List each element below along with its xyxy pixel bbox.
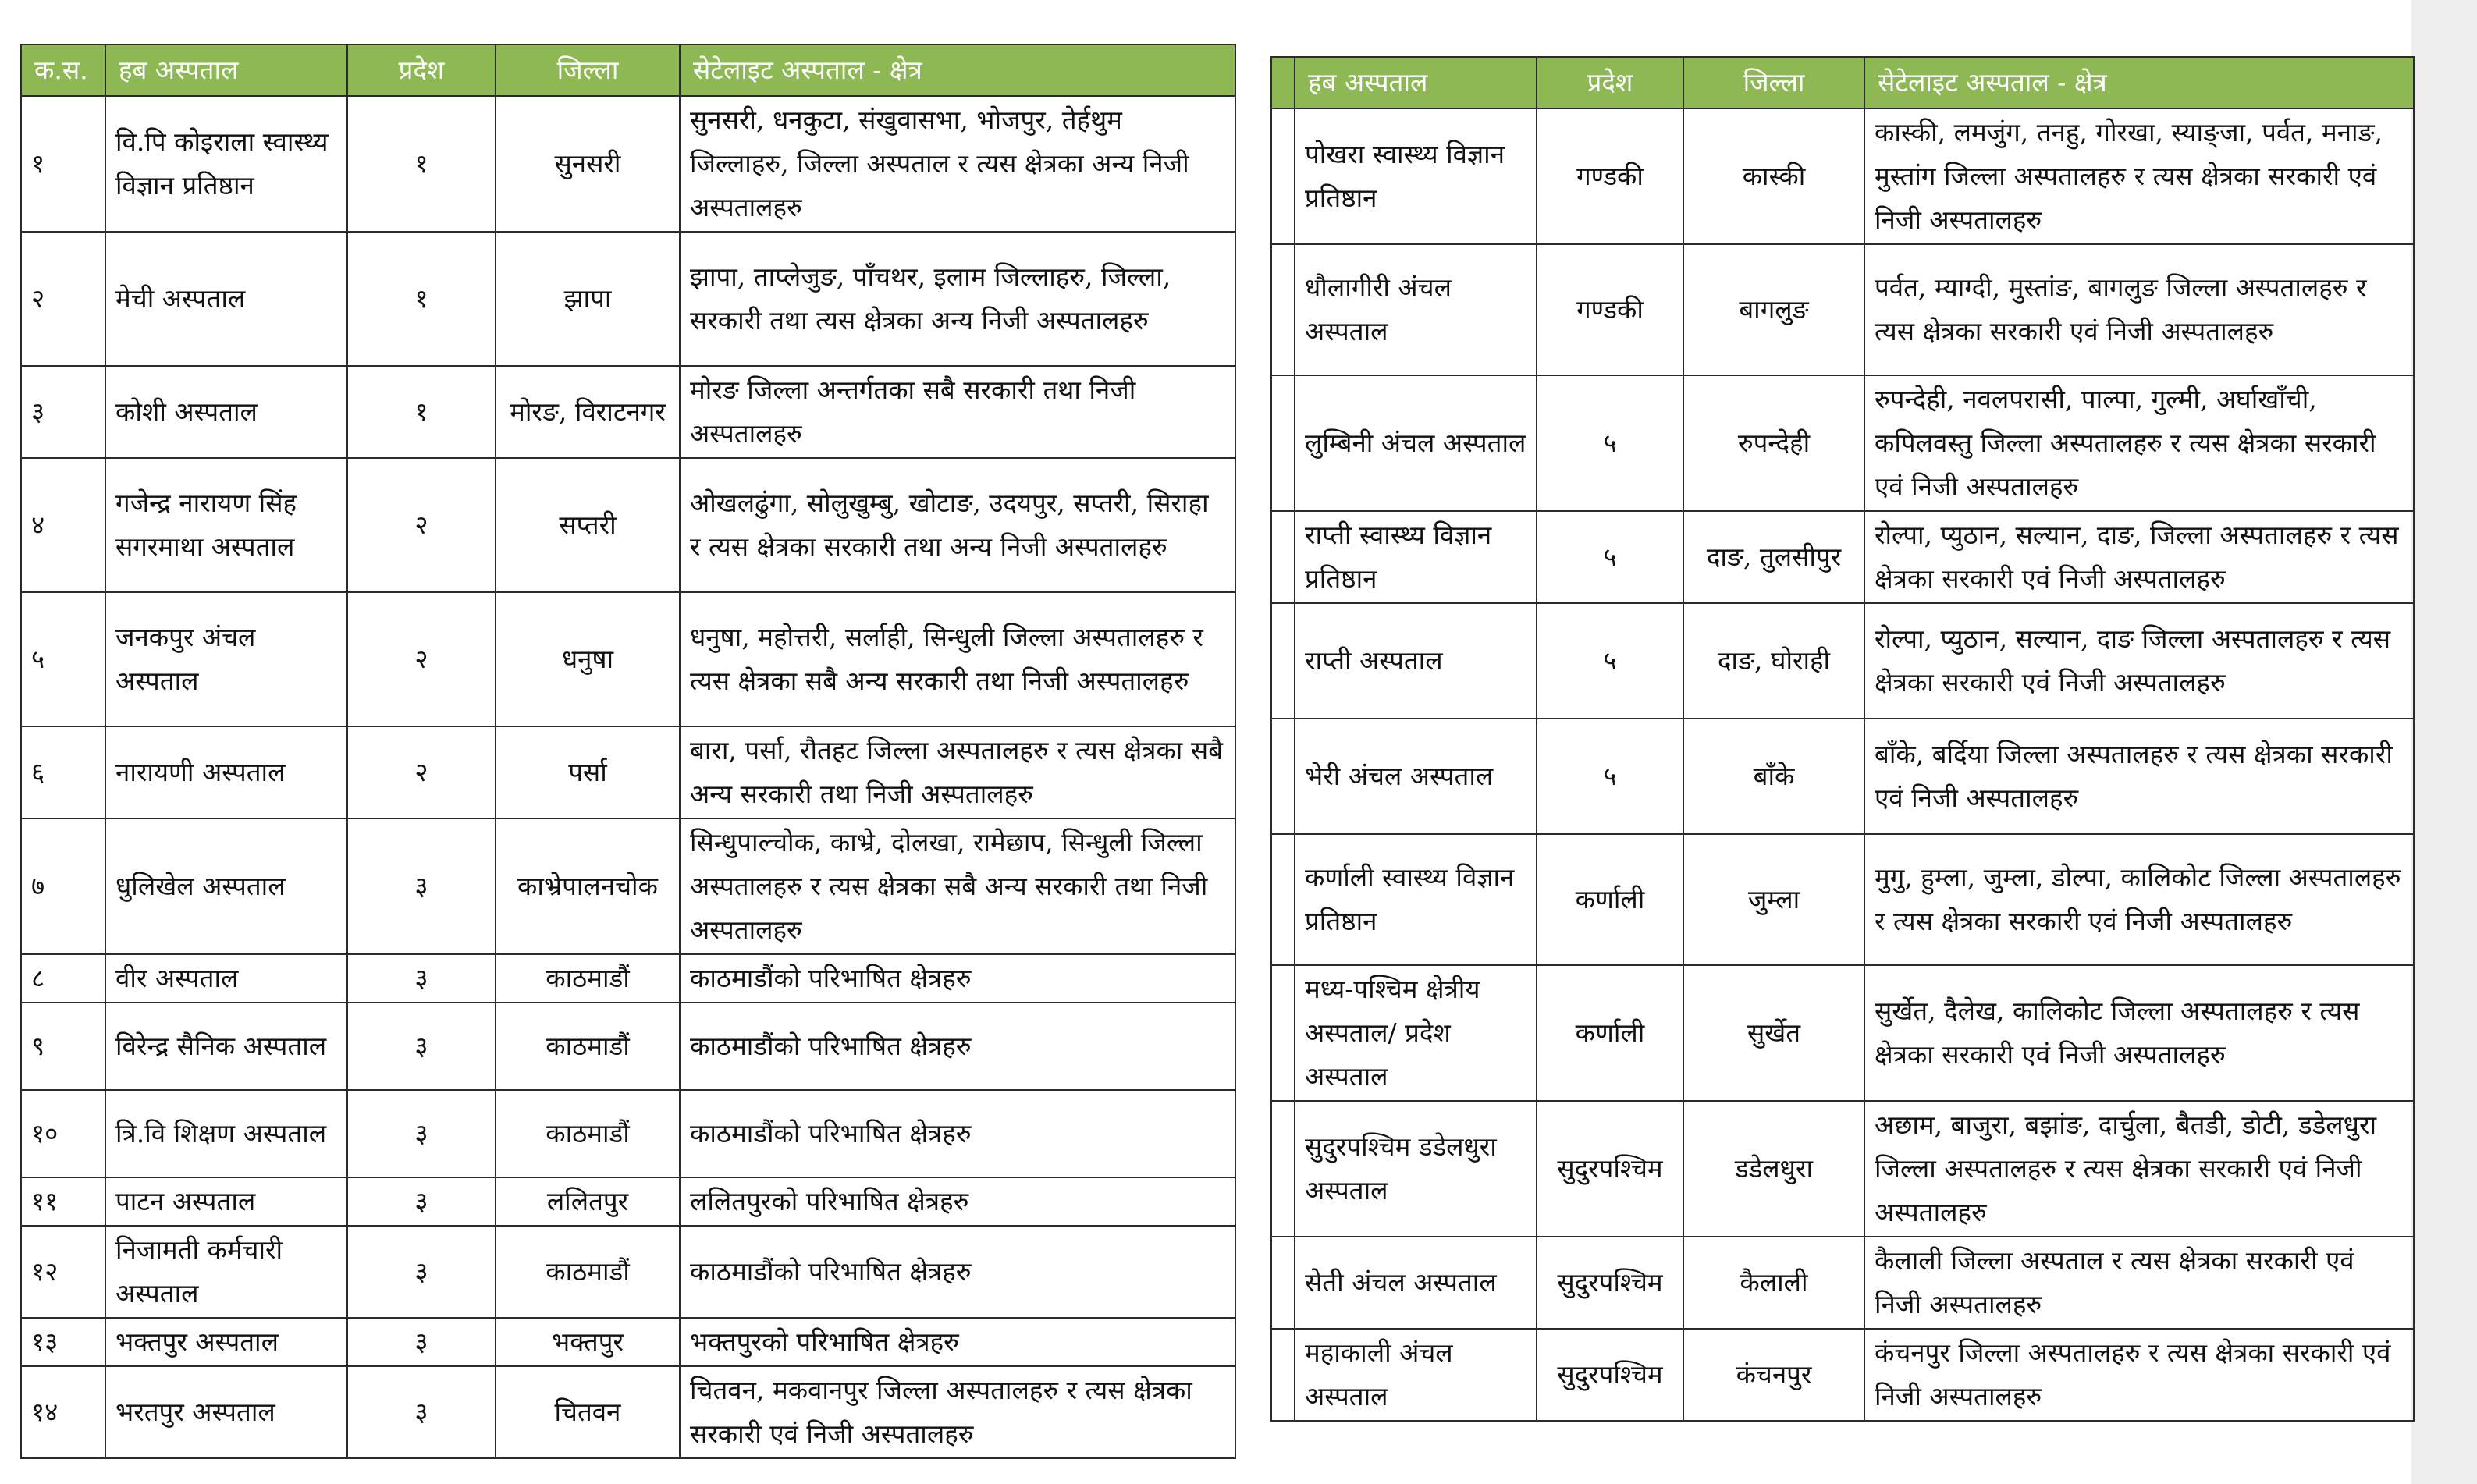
- province-cell: ३: [347, 1366, 496, 1458]
- page-edge-strip: [2411, 0, 2477, 1484]
- table-row: [1271, 511, 2414, 603]
- district-cell: कास्की: [1683, 108, 1864, 244]
- district-cell: काठमाडौं: [496, 954, 680, 1003]
- serial-cell: [1271, 244, 1295, 375]
- satellite-area-cell: रुपन्देही, नवलपरासी, पाल्पा, गुल्मी, अर्घाखाँची, कपिलवस्तु जिल्ला अस्पतालहरु र त्यस क्षेत्रका सरकारी एवं निजी अस्पतालहरु: [1864, 375, 2414, 511]
- hub-hospital-cell: कर्णाली स्वास्थ्य विज्ञान प्रतिष्ठान: [1295, 834, 1537, 965]
- table-row: [1271, 244, 2414, 375]
- hub-hospital-cell: महाकाली अंचल अस्पताल: [1295, 1329, 1537, 1421]
- table-row: [21, 1003, 1235, 1090]
- table-row: [1271, 108, 2414, 244]
- satellite-area-cell: काठमाडौंको परिभाषित क्षेत्रहरु: [680, 1003, 1235, 1090]
- district-cell: पर्सा: [496, 726, 680, 818]
- satellite-area-cell: मुगु, हुम्ला, जुम्ला, डोल्पा, कालिकोट जिल्ला अस्पतालहरु र त्यस क्षेत्रका सरकारी एवं निजी अस्पतालहरु: [1864, 834, 2414, 965]
- header-province: प्रदेश: [347, 44, 496, 96]
- serial-cell: ११: [21, 1177, 105, 1226]
- district-cell: रुपन्देही: [1683, 375, 1864, 511]
- table-row: [21, 96, 1235, 232]
- hub-hospital-cell: कोशी अस्पताल: [105, 366, 347, 458]
- header-serial: क.स.: [21, 44, 105, 96]
- hub-hospital-cell: जनकपुर अंचल अस्पताल: [105, 592, 347, 726]
- header-district: जिल्ला: [1683, 57, 1864, 108]
- province-cell: ३: [347, 1226, 496, 1318]
- table-row: [21, 1177, 1235, 1226]
- province-cell: ३: [347, 1003, 496, 1090]
- serial-cell: [1271, 1329, 1295, 1421]
- satellite-area-cell: चितवन, मकवानपुर जिल्ला अस्पतालहरु र त्यस क्षेत्रका सरकारी एवं निजी अस्पतालहरु: [680, 1366, 1235, 1458]
- serial-cell: [1271, 603, 1295, 719]
- district-cell: चितवन: [496, 1366, 680, 1458]
- serial-cell: १०: [21, 1090, 105, 1177]
- hub-hospital-cell: भेरी अंचल अस्पताल: [1295, 719, 1537, 834]
- province-cell: २: [347, 458, 496, 592]
- district-cell: काठमाडौं: [496, 1003, 680, 1090]
- hub-hospital-cell: पाटन अस्पताल: [105, 1177, 347, 1226]
- satellite-area-cell: कंचनपुर जिल्ला अस्पतालहरु र त्यस क्षेत्रका सरकारी एवं निजी अस्पतालहरु: [1864, 1329, 2414, 1421]
- district-cell: कंचनपुर: [1683, 1329, 1864, 1421]
- district-cell: बाँके: [1683, 719, 1864, 834]
- hub-hospital-cell: सेती अंचल अस्पताल: [1295, 1237, 1537, 1329]
- table-row: [1271, 834, 2414, 965]
- hub-hospital-cell: धौलागीरी अंचल अस्पताल: [1295, 244, 1537, 375]
- hub-hospital-cell: धुलिखेल अस्पताल: [105, 818, 347, 954]
- hub-hospital-cell: भरतपुर अस्पताल: [105, 1366, 347, 1458]
- satellite-area-cell: सुर्खेत, दैलेख, कालिकोट जिल्ला अस्पतालहरु र त्यस क्षेत्रका सरकारी एवं निजी अस्पतालहरु: [1864, 965, 2414, 1101]
- serial-cell: ७: [21, 818, 105, 954]
- district-cell: कैलाली: [1683, 1237, 1864, 1329]
- province-cell: १: [347, 96, 496, 232]
- province-cell: ३: [347, 1177, 496, 1226]
- serial-cell: [1271, 108, 1295, 244]
- satellite-area-cell: मोरङ जिल्ला अन्तर्गतका सबै सरकारी तथा निजी अस्पतालहरु: [680, 366, 1235, 458]
- serial-cell: [1271, 719, 1295, 834]
- serial-cell: १: [21, 96, 105, 232]
- table-row: [21, 1226, 1235, 1318]
- header-hub-hospital: हब अस्पताल: [1295, 57, 1537, 108]
- province-cell: ३: [347, 1318, 496, 1366]
- serial-cell: [1271, 834, 1295, 965]
- district-cell: धनुषा: [496, 592, 680, 726]
- header-serial: [1271, 57, 1295, 108]
- satellite-area-cell: रोल्पा, प्युठान, सल्यान, दाङ, जिल्ला अस्पतालहरु र त्यस क्षेत्रका सरकारी एवं निजी अस्पतालहरु: [1864, 511, 2414, 603]
- satellite-area-cell: भक्तपुरको परिभाषित क्षेत्रहरु: [680, 1318, 1235, 1366]
- table-row: [1271, 1237, 2414, 1329]
- district-cell: बागलुङ: [1683, 244, 1864, 375]
- table-row: [21, 232, 1235, 366]
- table-row: [1271, 1101, 2414, 1237]
- province-cell: सुदुरपश्चिम: [1537, 1101, 1683, 1237]
- satellite-area-cell: बारा, पर्सा, रौतहट जिल्ला अस्पतालहरु र त्यस क्षेत्रका सबै अन्य सरकारी तथा निजी अस्पतालहरु: [680, 726, 1235, 818]
- satellite-area-cell: कैलाली जिल्ला अस्पताल र त्यस क्षेत्रका सरकारी एवं निजी अस्पतालहरु: [1864, 1237, 2414, 1329]
- serial-cell: १४: [21, 1366, 105, 1458]
- hub-hospital-cell: नारायणी अस्पताल: [105, 726, 347, 818]
- header-satellite-area: सेटेलाइट अस्पताल - क्षेत्र: [680, 44, 1235, 96]
- satellite-area-cell: पर्वत, म्याग्दी, मुस्तांङ, बागलुङ जिल्ला अस्पतालहरु र त्यस क्षेत्रका सरकारी एवं निजी अस्पतालहरु: [1864, 244, 2414, 375]
- table-row: [21, 1366, 1235, 1458]
- table-header-row: [1271, 57, 2414, 108]
- serial-cell: ८: [21, 954, 105, 1003]
- province-cell: ५: [1537, 511, 1683, 603]
- hub-hospital-cell: गजेन्द्र नारायण सिंह सगरमाथा अस्पताल: [105, 458, 347, 592]
- province-cell: २: [347, 726, 496, 818]
- serial-cell: ५: [21, 592, 105, 726]
- header-hub-hospital: हब अस्पताल: [105, 44, 347, 96]
- hub-hospital-cell: राप्ती अस्पताल: [1295, 603, 1537, 719]
- table-row: [1271, 965, 2414, 1101]
- serial-cell: ९: [21, 1003, 105, 1090]
- satellite-area-cell: सुनसरी, धनकुटा, संखुवासभा, भोजपुर, तेर्हथुम जिल्लाहरु, जिल्ला अस्पताल र त्यस क्षेत्रका अन्य निजी अस्पतालहरु: [680, 96, 1235, 232]
- table-row: [21, 1090, 1235, 1177]
- table-row: [21, 366, 1235, 458]
- district-cell: डडेलधुरा: [1683, 1101, 1864, 1237]
- serial-cell: [1271, 1101, 1295, 1237]
- hub-hospital-table-right: [1270, 56, 2415, 1422]
- hub-hospital-table-left: [20, 44, 1236, 1459]
- district-cell: काठमाडौं: [496, 1090, 680, 1177]
- satellite-area-cell: ओखलढुंगा, सोलुखुम्बु, खोटाङ, उदयपुर, सप्तरी, सिराहा र त्यस क्षेत्रका सरकारी तथा अन्य निजी अस्पतालहरु: [680, 458, 1235, 592]
- table-row: [21, 458, 1235, 592]
- satellite-area-cell: काठमाडौंको परिभाषित क्षेत्रहरु: [680, 954, 1235, 1003]
- serial-cell: १३: [21, 1318, 105, 1366]
- hub-hospital-cell: भक्तपुर अस्पताल: [105, 1318, 347, 1366]
- table-row: [1271, 603, 2414, 719]
- province-cell: गण्डकी: [1537, 244, 1683, 375]
- province-cell: कर्णाली: [1537, 965, 1683, 1101]
- province-cell: ५: [1537, 719, 1683, 834]
- province-cell: सुदुरपश्चिम: [1537, 1237, 1683, 1329]
- serial-cell: [1271, 1237, 1295, 1329]
- table-row: [1271, 1329, 2414, 1421]
- province-cell: ३: [347, 1090, 496, 1177]
- table-row: [21, 954, 1235, 1003]
- serial-cell: २: [21, 232, 105, 366]
- satellite-area-cell: अछाम, बाजुरा, बझांङ, दार्चुला, बैतडी, डोटी, डडेलधुरा जिल्ला अस्पतालहरु र त्यस क्षेत्रका सरकारी एवं निजी अस्पतालहरु: [1864, 1101, 2414, 1237]
- satellite-area-cell: धनुषा, महोत्तरी, सर्लाही, सिन्धुली जिल्ला अस्पतालहरु र त्यस क्षेत्रका सबै अन्य सरकारी तथा निजी अस्पतालहरु: [680, 592, 1235, 726]
- serial-cell: ३: [21, 366, 105, 458]
- hub-hospital-cell: त्रि.वि शिक्षण अस्पताल: [105, 1090, 347, 1177]
- province-cell: कर्णाली: [1537, 834, 1683, 965]
- table-row: [21, 592, 1235, 726]
- table-header-row: [21, 44, 1235, 96]
- hub-hospital-cell: पोखरा स्वास्थ्य विज्ञान प्रतिष्ठान: [1295, 108, 1537, 244]
- province-cell: ५: [1537, 375, 1683, 511]
- serial-cell: [1271, 511, 1295, 603]
- serial-cell: [1271, 375, 1295, 511]
- satellite-area-cell: सिन्धुपाल्चोक, काभ्रे, दोलखा, रामेछाप, सिन्धुली जिल्ला अस्पतालहरु र त्यस क्षेत्रका सबै अन्य सरकारी तथा निजी अस्पतालहरु: [680, 818, 1235, 954]
- hub-hospital-cell: वीर अस्पताल: [105, 954, 347, 1003]
- hub-hospital-cell: निजामती कर्मचारी अस्पताल: [105, 1226, 347, 1318]
- district-cell: दाङ, घोराही: [1683, 603, 1864, 719]
- hub-hospital-cell: वि.पि कोइराला स्वास्थ्य विज्ञान प्रतिष्ठान: [105, 96, 347, 232]
- serial-cell: १२: [21, 1226, 105, 1318]
- district-cell: सुर्खेत: [1683, 965, 1864, 1101]
- serial-cell: [1271, 965, 1295, 1101]
- district-cell: दाङ, तुलसीपुर: [1683, 511, 1864, 603]
- header-satellite-area: सेटेलाइट अस्पताल - क्षेत्र: [1864, 57, 2414, 108]
- satellite-area-cell: कास्की, लमजुंग, तनहु, गोरखा, स्याङ्जा, पर्वत, मनाङ, मुस्तांग जिल्ला अस्पतालहरु र त्यस क्षेत्रका सरकारी एवं निजी अस्पतालहरु: [1864, 108, 2414, 244]
- district-cell: काठमाडौं: [496, 1226, 680, 1318]
- province-cell: १: [347, 366, 496, 458]
- province-cell: सुदुरपश्चिम: [1537, 1329, 1683, 1421]
- satellite-area-cell: काठमाडौंको परिभाषित क्षेत्रहरु: [680, 1226, 1235, 1318]
- hub-hospital-cell: लुम्बिनी अंचल अस्पताल: [1295, 375, 1537, 511]
- district-cell: मोरङ, विराटनगर: [496, 366, 680, 458]
- district-cell: ललितपुर: [496, 1177, 680, 1226]
- satellite-area-cell: झापा, ताप्लेजुङ, पाँचथर, इलाम जिल्लाहरु, जिल्ला, सरकारी तथा त्यस क्षेत्रका अन्य निजी अस्पतालहरु: [680, 232, 1235, 366]
- district-cell: जुम्ला: [1683, 834, 1864, 965]
- satellite-area-cell: बाँके, बर्दिया जिल्ला अस्पतालहरु र त्यस क्षेत्रका सरकारी एवं निजी अस्पतालहरु: [1864, 719, 2414, 834]
- table-row: [1271, 719, 2414, 834]
- district-cell: झापा: [496, 232, 680, 366]
- satellite-area-cell: रोल्पा, प्युठान, सल्यान, दाङ जिल्ला अस्पतालहरु र त्यस क्षेत्रका सरकारी एवं निजी अस्पतालहरु: [1864, 603, 2414, 719]
- hub-hospital-cell: मेची अस्पताल: [105, 232, 347, 366]
- province-cell: ३: [347, 954, 496, 1003]
- hub-hospital-cell: सुदुरपश्चिम डडेलधुरा अस्पताल: [1295, 1101, 1537, 1237]
- table-row: [21, 1318, 1235, 1366]
- province-cell: १: [347, 232, 496, 366]
- header-province: प्रदेश: [1537, 57, 1683, 108]
- hub-hospital-cell: मध्य-पश्चिम क्षेत्रीय अस्पताल/ प्रदेश अस्पताल: [1295, 965, 1537, 1101]
- province-cell: गण्डकी: [1537, 108, 1683, 244]
- hub-hospital-cell: विरेन्द्र सैनिक अस्पताल: [105, 1003, 347, 1090]
- province-cell: ३: [347, 818, 496, 954]
- hub-hospital-cell: राप्ती स्वास्थ्य विज्ञान प्रतिष्ठान: [1295, 511, 1537, 603]
- header-district: जिल्ला: [496, 44, 680, 96]
- district-cell: सप्तरी: [496, 458, 680, 592]
- satellite-area-cell: काठमाडौंको परिभाषित क्षेत्रहरु: [680, 1090, 1235, 1177]
- table-row: [21, 818, 1235, 954]
- district-cell: भक्तपुर: [496, 1318, 680, 1366]
- serial-cell: ६: [21, 726, 105, 818]
- table-row: [21, 726, 1235, 818]
- satellite-area-cell: ललितपुरको परिभाषित क्षेत्रहरु: [680, 1177, 1235, 1226]
- province-cell: २: [347, 592, 496, 726]
- district-cell: सुनसरी: [496, 96, 680, 232]
- serial-cell: ४: [21, 458, 105, 592]
- table-row: [1271, 375, 2414, 511]
- province-cell: ५: [1537, 603, 1683, 719]
- district-cell: काभ्रेपालनचोक: [496, 818, 680, 954]
